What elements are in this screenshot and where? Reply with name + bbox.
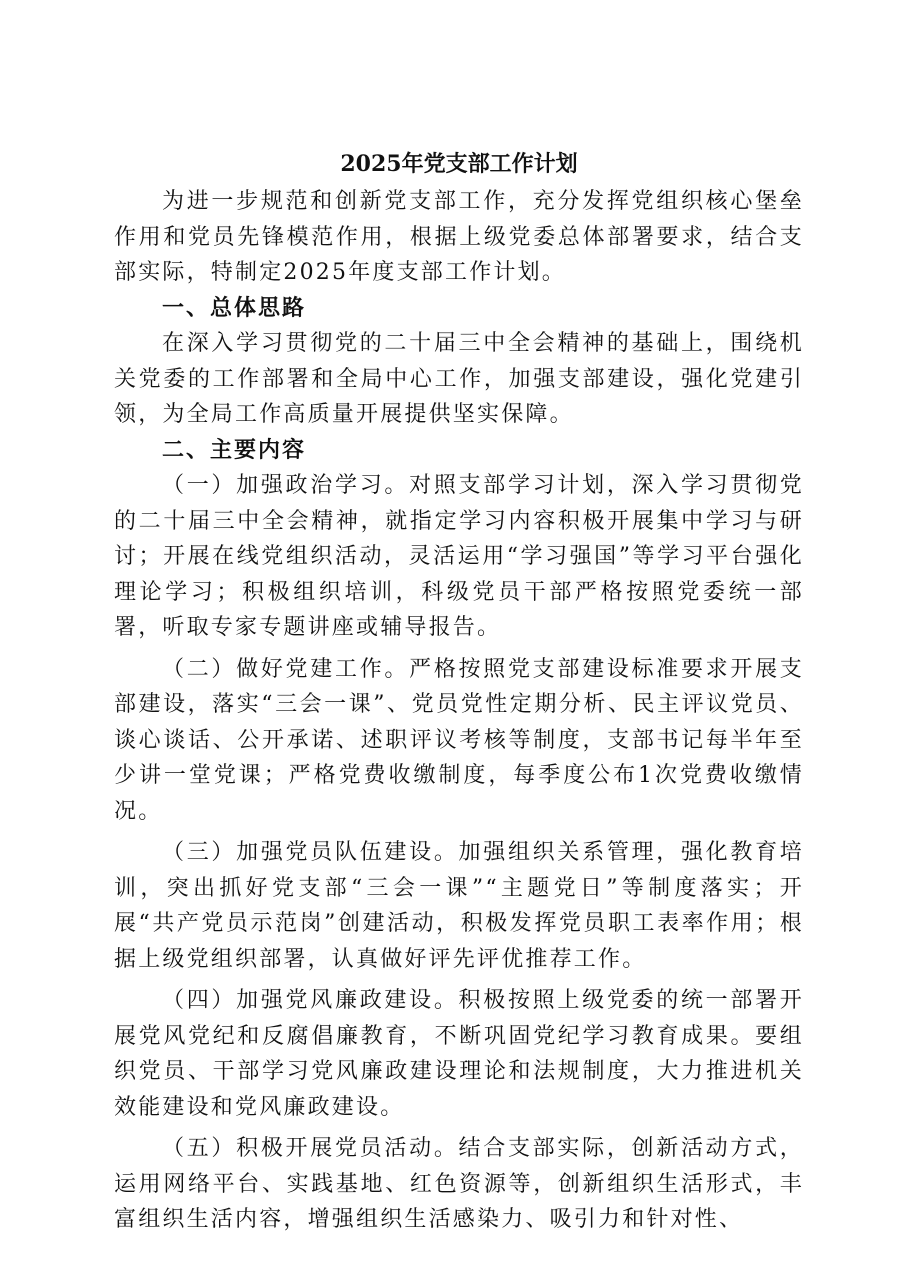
item-member-team bbox=[114, 835, 804, 977]
item-text: 加强组织关系管理，强化教育培训，突出抓好党支部“三会一课”“主题党日”等制度落实；开展“共产党员示范岗”创建活动，积极发挥党员职工表率作用；根据上级党组织部署，认真做好评先评优推荐工作。 bbox=[114, 840, 804, 972]
item-lead: （三）加强党员队伍建设。 bbox=[162, 840, 459, 865]
intro-paragraph: 为进一步规范和创新党支部工作，充分发挥党组织核心堡垒作用和党员先锋模范作用，根据上级党委总体部署要求，结合支部实际，特制定2025年度支部工作计划。 bbox=[114, 189, 804, 285]
item-text: 结合支部实际，创新活动方式，运用网络平台、实践基地、红色资源等，创新组织生活形式，丰富组织生活内容，增强组织生活感染力、吸引力和针对性、 bbox=[114, 1136, 804, 1232]
section-heading-main-content: 二、主要内容 bbox=[162, 437, 307, 463]
overall-approach-paragraph: 在深入学习贯彻党的二十届三中全会精神的基础上，围绕机关党委的工作部署和全局中心工作，加强支部建设，强化党建引领，为全局工作高质量开展提供坚实保障。 bbox=[114, 331, 804, 427]
item-member-activities bbox=[114, 1131, 804, 1238]
item-lead: （一）加强政治学习。 bbox=[162, 473, 410, 498]
document-page bbox=[114, 148, 804, 1238]
item-political-study bbox=[114, 468, 804, 646]
item-lead: （四）加强党风廉政建设。 bbox=[162, 988, 459, 1013]
item-text: 严格按照党支部建设标准要求开展支部建设，落实“三会一课”、党员党性定期分析、民主评议党员、谈心谈话、公开承诺、述职评议考核等制度，支部书记每半年至少讲一堂党课；严格党费收缴制度，每季度公布1次党费收缴情况。 bbox=[114, 656, 804, 824]
item-lead: （五）积极开展党员活动。 bbox=[162, 1136, 459, 1161]
item-integrity bbox=[114, 983, 804, 1125]
item-text: 对照支部学习计划，深入学习贯彻党的二十届三中全会精神，就指定学习内容积极开展集中学习与研讨；开展在线党组织活动，灵活运用“学习强国”等学习平台强化理论学习；积极组织培训，科级党员干部严格按照党委统一部署，听取专家专题讲座或辅导报告。 bbox=[114, 473, 804, 640]
item-text: 积极按照上级党委的统一部署开展党风党纪和反腐倡廉教育，不断巩固党纪学习教育成果。要组织党员、干部学习党风廉政建设理论和法规制度，大力推进机关效能建设和党风廉政建设。 bbox=[114, 988, 804, 1120]
item-lead: （二）做好党建工作。 bbox=[162, 656, 410, 682]
section-heading-overall-approach: 一、总体思路 bbox=[162, 295, 307, 321]
item-party-building bbox=[114, 652, 804, 830]
document-title: 2025年党支部工作计划 bbox=[340, 151, 578, 177]
